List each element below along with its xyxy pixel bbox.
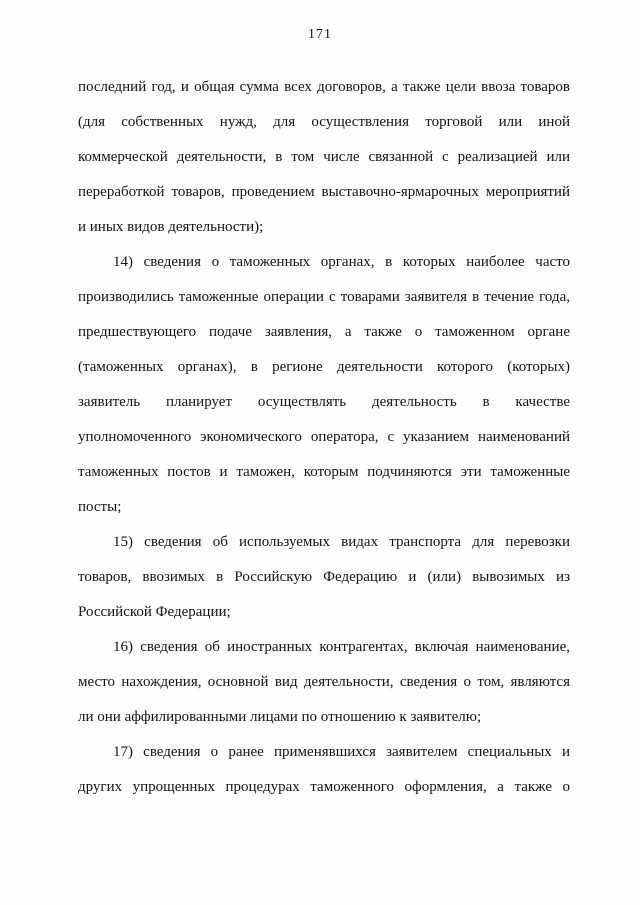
text-line: 15) сведения об используемых видах транспорта для перевозки [113,534,570,550]
text-line: заявитель планирует осуществлять деятельность в качестве [78,394,570,410]
text-line: (таможенных органах), в регионе деятельности которого (которых) [78,359,570,375]
paragraph [78,525,570,630]
text-line: 14) сведения о таможенных органах, в которых наиболее часто [113,254,570,270]
text-line: и иных видов деятельности); [78,219,264,235]
paragraph [78,245,570,525]
text-line: последний год, и общая сумма всех договоров, а также цели ввоза товаров [78,79,570,95]
text-line: 16) сведения об иностранных контрагентах, включая наименование, [113,639,570,655]
text-line: (для собственных нужд, для осуществления торговой или иной [78,114,570,130]
text-line: ли они аффилированными лицами по отношению к заявителю; [78,709,482,725]
text-line: уполномоченного экономического оператора, с указанием наименований [78,429,570,445]
paragraph [78,70,570,245]
paragraph [78,630,570,735]
text-line: других упрощенных процедурах таможенного оформления, а также о [78,779,570,795]
paragraph [78,735,570,805]
text-line: посты; [78,499,122,515]
text-line: 17) сведения о ранее применявшихся заявителем специальных и [113,744,570,760]
document-body [78,70,570,805]
text-line: место нахождения, основной вид деятельности, сведения о том, являются [78,674,570,690]
text-line: таможенных постов и таможен, которым подчиняются эти таможенные [78,464,570,480]
text-line: производились таможенные операции с товарами заявителя в течение года, [78,289,570,305]
text-line: коммерческой деятельности, в том числе связанной с реализацией или [78,149,570,165]
text-line: товаров, ввозимых в Российскую Федерацию и (или) вывозимых из [78,569,570,585]
text-line: предшествующего подаче заявления, а также о таможенном органе [78,324,570,340]
text-line: переработкой товаров, проведением выставочно-ярмарочных мероприятий [78,184,570,200]
page-number: 171 [308,27,332,42]
text-line: Российской Федерации; [78,604,231,620]
